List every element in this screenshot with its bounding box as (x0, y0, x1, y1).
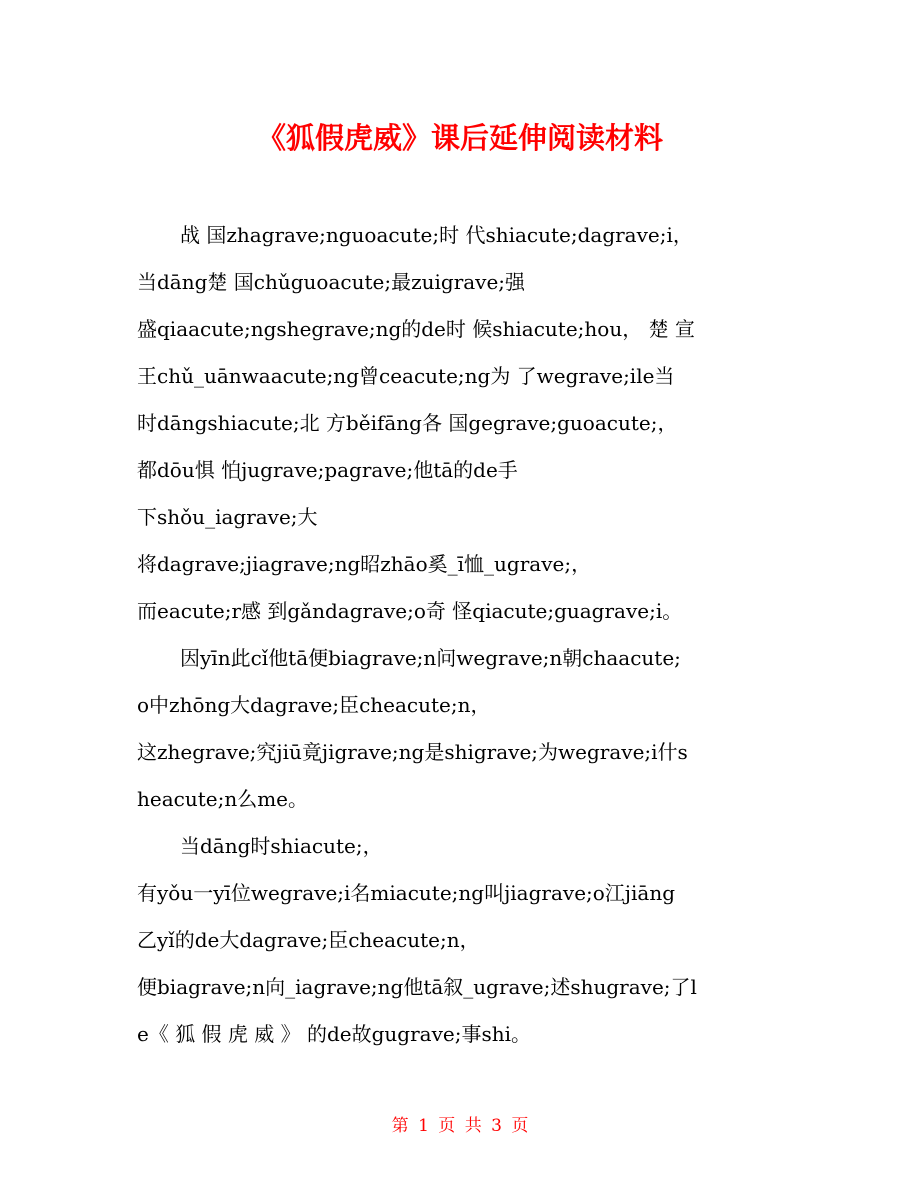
text-line: 下shǒu_iagrave;大 (137, 505, 318, 529)
text-line: 当dāng楚 国chǔguoacute;最zuigrave;强 (137, 270, 526, 294)
text-line: 时dāngshiacute;北 方běifāng各 国gegrave;guoacute;， (137, 411, 678, 435)
text-line: 乙yǐ的de大dagrave;臣cheacute;n， (137, 928, 480, 952)
text-line: 将dagrave;jiagrave;ng昭zhāo奚_ī恤_ugrave;， (137, 552, 592, 576)
text-line: o中zhōng大dagrave;臣cheacute;n， (137, 693, 491, 717)
text-line: heacute;n么me。 (137, 787, 309, 811)
document-body (137, 212, 797, 1058)
text-line: 都dōu惧 怕jugrave;pagrave;他tā的de手 (137, 458, 518, 482)
text-line: 当dāng时shiacute;， (180, 834, 383, 858)
text-line: 因yīn此cǐ他tā便biagrave;n问wegrave;n朝chaacute; (180, 646, 681, 670)
text-line: 有yǒu一yī位wegrave;i名miacute;ng叫jiagrave;o江jiāng (137, 881, 676, 905)
page-footer: 第 1 页 共 3 页 (391, 1116, 529, 1136)
text-line: 盛qiaacute;ngshegrave;ng的de时 候shiacute;hou， 楚 宣 (137, 317, 695, 341)
text-line: 王chǔ_uānwaacute;ng曾ceacute;ng为 了wegrave;ile当 (137, 364, 675, 388)
text-line: 这zhegrave;究jiū竟jigrave;ng是shigrave;为wegrave;i什s (137, 740, 688, 764)
text-line: 战 国zhagrave;nguoacute;时 代shiacute;dagrave;i， (180, 223, 693, 247)
document-title: 《狐假虎威》课后延伸阅读材料 (256, 121, 663, 155)
text-line: 而eacute;r感 到gǎndagrave;o奇 怪qiacute;guagrave;i。 (137, 599, 683, 623)
text-line: 便biagrave;n向_iagrave;ng他tā叙_ugrave;述shugrave;了l (137, 975, 697, 999)
text-line: e《 狐 假 虎 威 》 的de故gugrave;事shi。 (137, 1022, 532, 1046)
